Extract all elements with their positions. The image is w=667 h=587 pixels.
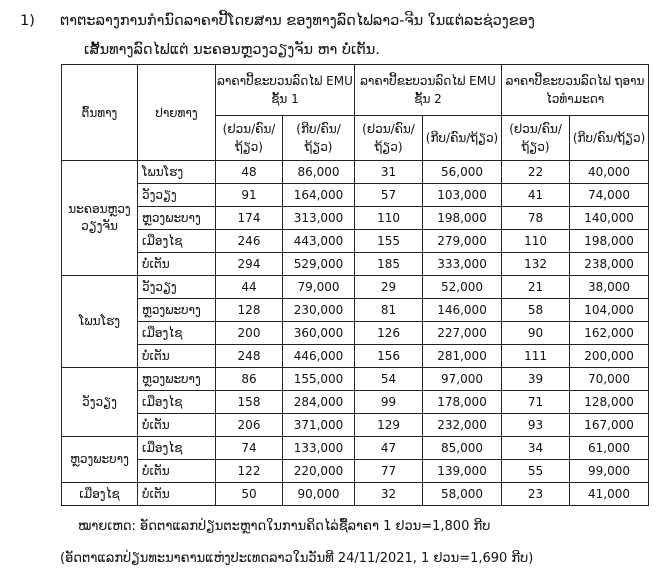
bank-rate-note: (ອັດຕາແລກປ່ຽນທະນາຄານແຫ່ງປະເທດລາວໃນວັນທີ 24/11/2021, 1 ຢວນ=1,690 ກີບ) bbox=[60, 551, 534, 566]
fare-cell-emu2-yuan: 47 bbox=[355, 437, 423, 460]
unit-header-kip: (ກີບ/ຄົນ/ຖ້ຽວ) bbox=[423, 116, 502, 161]
fare-cell-emu2-yuan: 129 bbox=[355, 414, 423, 437]
fare-cell-normal-yuan: 78 bbox=[502, 207, 570, 230]
fare-cell-emu2-kip: 139,000 bbox=[423, 460, 502, 483]
table-row bbox=[62, 414, 649, 437]
destination-station-cell: ບໍ່ເຕັນ bbox=[138, 460, 216, 483]
fare-cell-emu2-kip: 103,000 bbox=[423, 184, 502, 207]
fare-cell-emu2-yuan: 32 bbox=[355, 483, 423, 506]
unit-header-yuan: (ຢວນ/ຄົນ/ຖ້ຽວ) bbox=[216, 116, 283, 161]
fare-cell-normal-yuan: 58 bbox=[502, 299, 570, 322]
fare-cell-normal-yuan: 34 bbox=[502, 437, 570, 460]
fare-cell-emu2-yuan: 110 bbox=[355, 207, 423, 230]
fare-cell-emu1-kip: 360,000 bbox=[283, 322, 355, 345]
fare-cell-emu1-yuan: 200 bbox=[216, 322, 283, 345]
fare-cell-emu1-kip: 133,000 bbox=[283, 437, 355, 460]
fare-cell-emu2-kip: 56,000 bbox=[423, 161, 502, 184]
unit-header-yuan: (ຢວນ/ຄົນ/ຖ້ຽວ) bbox=[502, 116, 570, 161]
fare-cell-emu1-kip: 313,000 bbox=[283, 207, 355, 230]
heading-line-2: ເສັ້ນທາງລົດໄຟແຕ່ ນະຄອນຫຼວງວຽງຈັນ ຫາ ບໍ່ເຕັນ. bbox=[84, 42, 380, 58]
fare-cell-emu2-yuan: 57 bbox=[355, 184, 423, 207]
fare-cell-normal-kip: 128,000 bbox=[570, 391, 649, 414]
fare-cell-normal-yuan: 41 bbox=[502, 184, 570, 207]
group-header-emu-class-1: ລາຄາປີ້ຂະບວນລົດໄຟ EMU ຊັ້ນ 1 bbox=[216, 65, 355, 116]
fare-cell-emu1-yuan: 246 bbox=[216, 230, 283, 253]
fare-cell-emu2-kip: 227,000 bbox=[423, 322, 502, 345]
fare-cell-emu1-yuan: 86 bbox=[216, 368, 283, 391]
fare-cell-normal-yuan: 71 bbox=[502, 391, 570, 414]
fare-cell-emu2-yuan: 31 bbox=[355, 161, 423, 184]
table-row bbox=[62, 230, 649, 253]
fare-cell-normal-kip: 238,000 bbox=[570, 253, 649, 276]
fare-cell-emu1-kip: 164,000 bbox=[283, 184, 355, 207]
table-row bbox=[62, 345, 649, 368]
table-row bbox=[62, 253, 649, 276]
fare-cell-emu1-kip: 155,000 bbox=[283, 368, 355, 391]
fare-cell-emu1-kip: 529,000 bbox=[283, 253, 355, 276]
fare-cell-emu1-kip: 371,000 bbox=[283, 414, 355, 437]
group-header-normal-speed: ລາຄາປີ້ຂະບວນລົດໄຟ ຖອານໄວທຳມະດາ bbox=[502, 65, 649, 116]
fare-cell-emu2-kip: 232,000 bbox=[423, 414, 502, 437]
origin-station-cell: ນະຄອນຫຼວງວຽງຈັນ bbox=[62, 161, 138, 276]
destination-station-cell: ເມືອງໄຊ bbox=[138, 391, 216, 414]
fare-cell-emu1-yuan: 248 bbox=[216, 345, 283, 368]
fare-cell-normal-yuan: 22 bbox=[502, 161, 570, 184]
fare-cell-normal-kip: 162,000 bbox=[570, 322, 649, 345]
fare-cell-emu2-yuan: 29 bbox=[355, 276, 423, 299]
fare-cell-emu1-yuan: 74 bbox=[216, 437, 283, 460]
fare-cell-emu2-kip: 178,000 bbox=[423, 391, 502, 414]
fare-cell-normal-yuan: 90 bbox=[502, 322, 570, 345]
destination-station-cell: ຫຼວງພະບາງ bbox=[138, 207, 216, 230]
fare-cell-emu2-yuan: 77 bbox=[355, 460, 423, 483]
fare-cell-emu2-yuan: 156 bbox=[355, 345, 423, 368]
fare-cell-emu1-yuan: 128 bbox=[216, 299, 283, 322]
fare-cell-emu2-kip: 85,000 bbox=[423, 437, 502, 460]
fare-cell-emu2-kip: 52,000 bbox=[423, 276, 502, 299]
fare-cell-emu2-kip: 146,000 bbox=[423, 299, 502, 322]
fare-cell-emu1-kip: 446,000 bbox=[283, 345, 355, 368]
destination-station-cell: ບໍ່ເຕັນ bbox=[138, 345, 216, 368]
destination-station-cell: ບໍ່ເຕັນ bbox=[138, 483, 216, 506]
fare-cell-normal-kip: 74,000 bbox=[570, 184, 649, 207]
fare-cell-normal-kip: 104,000 bbox=[570, 299, 649, 322]
unit-header-kip: (ກີບ/ຄົນ/ຖ້ຽວ) bbox=[283, 116, 355, 161]
section-number: 1) bbox=[20, 13, 35, 29]
table-row bbox=[62, 368, 649, 391]
origin-station-cell: ໂພນໂຮງ bbox=[62, 276, 138, 368]
fare-cell-normal-kip: 198,000 bbox=[570, 230, 649, 253]
fare-table-body bbox=[62, 161, 649, 506]
table-row bbox=[62, 161, 649, 184]
fare-cell-normal-kip: 61,000 bbox=[570, 437, 649, 460]
destination-station-cell: ບໍ່ເຕັນ bbox=[138, 253, 216, 276]
destination-station-cell: ເມືອງໄຊ bbox=[138, 230, 216, 253]
column-header-destination: ປາຍທາງ bbox=[138, 65, 216, 161]
fare-cell-emu1-kip: 230,000 bbox=[283, 299, 355, 322]
fare-cell-emu2-yuan: 126 bbox=[355, 322, 423, 345]
fare-cell-normal-yuan: 23 bbox=[502, 483, 570, 506]
destination-station-cell: ໂພນໂຮງ bbox=[138, 161, 216, 184]
destination-station-cell: ວັງວຽງ bbox=[138, 276, 216, 299]
unit-header-kip: (ກີບ/ຄົນ/ຖ້ຽວ) bbox=[570, 116, 649, 161]
fare-cell-emu1-yuan: 206 bbox=[216, 414, 283, 437]
fare-cell-normal-kip: 40,000 bbox=[570, 161, 649, 184]
table-row bbox=[62, 322, 649, 345]
fare-cell-normal-kip: 38,000 bbox=[570, 276, 649, 299]
fare-cell-emu1-kip: 90,000 bbox=[283, 483, 355, 506]
fare-cell-emu2-kip: 198,000 bbox=[423, 207, 502, 230]
fare-cell-emu1-kip: 443,000 bbox=[283, 230, 355, 253]
fare-cell-emu2-kip: 58,000 bbox=[423, 483, 502, 506]
fare-cell-normal-kip: 99,000 bbox=[570, 460, 649, 483]
fare-cell-normal-kip: 167,000 bbox=[570, 414, 649, 437]
fare-cell-normal-yuan: 21 bbox=[502, 276, 570, 299]
fare-cell-emu2-kip: 333,000 bbox=[423, 253, 502, 276]
fare-cell-emu1-kip: 284,000 bbox=[283, 391, 355, 414]
fare-cell-normal-yuan: 55 bbox=[502, 460, 570, 483]
fare-cell-emu2-yuan: 99 bbox=[355, 391, 423, 414]
fare-cell-normal-yuan: 93 bbox=[502, 414, 570, 437]
fare-cell-emu1-kip: 220,000 bbox=[283, 460, 355, 483]
fare-cell-normal-yuan: 110 bbox=[502, 230, 570, 253]
destination-station-cell: ບໍ່ເຕັນ bbox=[138, 414, 216, 437]
fare-cell-emu1-yuan: 50 bbox=[216, 483, 283, 506]
table-row bbox=[62, 483, 649, 506]
fare-cell-normal-kip: 70,000 bbox=[570, 368, 649, 391]
fare-cell-emu1-yuan: 122 bbox=[216, 460, 283, 483]
destination-station-cell: ເມືອງໄຊ bbox=[138, 322, 216, 345]
fare-cell-normal-yuan: 132 bbox=[502, 253, 570, 276]
destination-station-cell: ຫຼວງພະບາງ bbox=[138, 299, 216, 322]
fare-cell-normal-yuan: 111 bbox=[502, 345, 570, 368]
fare-cell-emu2-kip: 281,000 bbox=[423, 345, 502, 368]
unit-header-yuan: (ຢວນ/ຄົນ/ຖ້ຽວ) bbox=[355, 116, 423, 161]
fare-cell-emu2-yuan: 155 bbox=[355, 230, 423, 253]
fare-cell-emu2-kip: 97,000 bbox=[423, 368, 502, 391]
fare-cell-emu1-yuan: 294 bbox=[216, 253, 283, 276]
table-row bbox=[62, 391, 649, 414]
fare-cell-emu2-kip: 279,000 bbox=[423, 230, 502, 253]
fare-table bbox=[61, 64, 649, 506]
heading-line-1: ຕາຕະລາງການກຳນົດລາຄາປີ້ໂດຍສານ ຂອງທາງລົດໄຟລາວ-ຈີນ ໃນແຕ່ລະຊ່ວງຂອງ bbox=[60, 13, 535, 29]
fare-cell-emu1-kip: 79,000 bbox=[283, 276, 355, 299]
fare-cell-emu2-yuan: 54 bbox=[355, 368, 423, 391]
table-row bbox=[62, 276, 649, 299]
fare-cell-emu2-yuan: 185 bbox=[355, 253, 423, 276]
destination-station-cell: ວັງວຽງ bbox=[138, 184, 216, 207]
exchange-rate-note: ໝາຍເຫດ: ອັດຕາແລກປ່ຽນຕະຫຼາດໃນການຄິດໄລ່ຊື້ລາຄາ 1 ຢວນ=1,800 ກີບ bbox=[78, 519, 491, 534]
fare-cell-emu1-yuan: 174 bbox=[216, 207, 283, 230]
fare-cell-emu1-yuan: 91 bbox=[216, 184, 283, 207]
fare-cell-emu1-yuan: 48 bbox=[216, 161, 283, 184]
group-header-emu-class-2: ລາຄາປີ້ຂະບວນລົດໄຟ EMU ຊັ້ນ 2 bbox=[355, 65, 502, 116]
table-row bbox=[62, 207, 649, 230]
origin-station-cell: ເມືອງໄຊ bbox=[62, 483, 138, 506]
fare-cell-emu1-yuan: 44 bbox=[216, 276, 283, 299]
origin-station-cell: ວັງວຽງ bbox=[62, 368, 138, 437]
table-row bbox=[62, 299, 649, 322]
origin-station-cell: ຫຼວງພະບາງ bbox=[62, 437, 138, 483]
fare-cell-normal-kip: 140,000 bbox=[570, 207, 649, 230]
destination-station-cell: ເມືອງໄຊ bbox=[138, 437, 216, 460]
destination-station-cell: ຫຼວງພະບາງ bbox=[138, 368, 216, 391]
table-row bbox=[62, 437, 649, 460]
fare-cell-normal-yuan: 39 bbox=[502, 368, 570, 391]
table-row bbox=[62, 460, 649, 483]
column-header-origin: ຕົ້ນທາງ bbox=[62, 65, 138, 161]
fare-cell-emu1-yuan: 158 bbox=[216, 391, 283, 414]
table-row bbox=[62, 184, 649, 207]
fare-cell-normal-kip: 41,000 bbox=[570, 483, 649, 506]
fare-cell-normal-kip: 200,000 bbox=[570, 345, 649, 368]
fare-cell-emu1-kip: 86,000 bbox=[283, 161, 355, 184]
fare-cell-emu2-yuan: 81 bbox=[355, 299, 423, 322]
